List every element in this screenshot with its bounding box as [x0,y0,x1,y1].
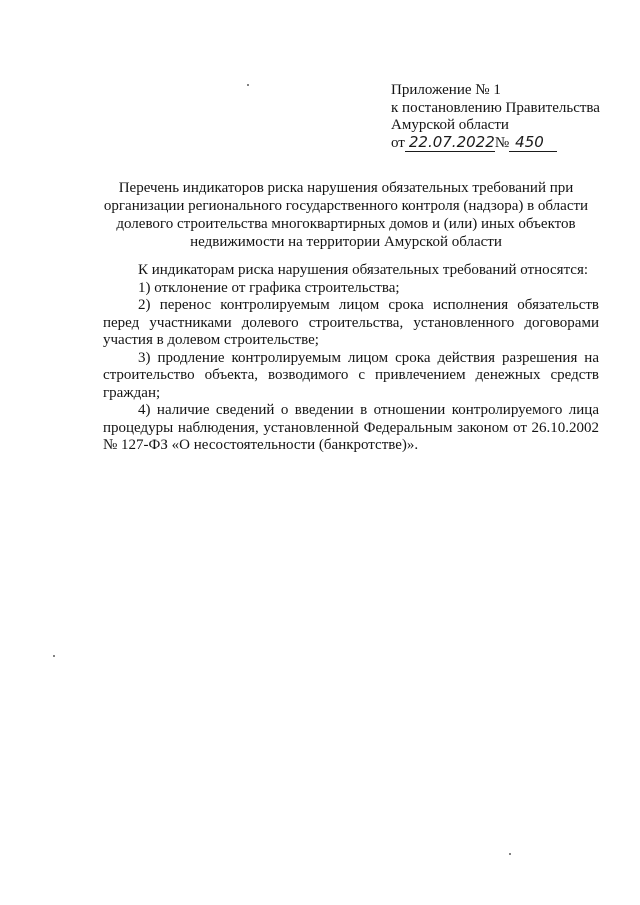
handwritten-date: 22.07.2022 [408,132,495,151]
appendix-header [391,82,621,152]
handwritten-number: 450 [515,132,544,151]
date-prefix: от [391,134,405,151]
handwritten-number-field [509,132,557,152]
document-title [96,179,596,251]
intro-paragraph: К индикаторам риска нарушения обязательных требований относятся: [138,262,589,278]
title-line: долевого строительства многоквартирных домов и (или) иных объектов [116,216,576,232]
number-sign: № [494,134,510,151]
title-line: организации регионального государственного контроля (надзора) в области [103,198,589,214]
handwritten-date-field [405,132,495,152]
list-item: 3) продление контролируемым лицом срока действия разрешения на строительство объекта, возводимого с привлечением денежных средств граждан; [103,349,599,401]
scan-speck [247,84,249,86]
scan-speck [509,853,511,855]
list-item: 1) отклонение от графика строительства; [138,279,400,296]
appendix-reference: к постановлению Правительства [391,99,600,116]
title-line: недвижимости на территории Амурской области [190,234,502,250]
document-body [103,262,599,455]
appendix-date-line [391,132,621,153]
title-line: Перечень индикаторов риска нарушения обязательных требований при [118,180,574,196]
appendix-number: Приложение № 1 [391,82,501,98]
list-item: 2) перенос контролируемым лицом срока исполнения обязательств перед участниками долевого строительства, установленного договорами участия в долевом строительстве; [103,297,599,348]
scan-speck [53,655,55,657]
appendix-region: Амурской области [391,117,509,133]
list-item: 4) наличие сведений о введении в отношении контролируемого лица процедуры наблюдения, установленной Федеральным законом от 26.10.2002 № 127-ФЗ «О несостоятельности (банкротстве)». [103,402,599,453]
